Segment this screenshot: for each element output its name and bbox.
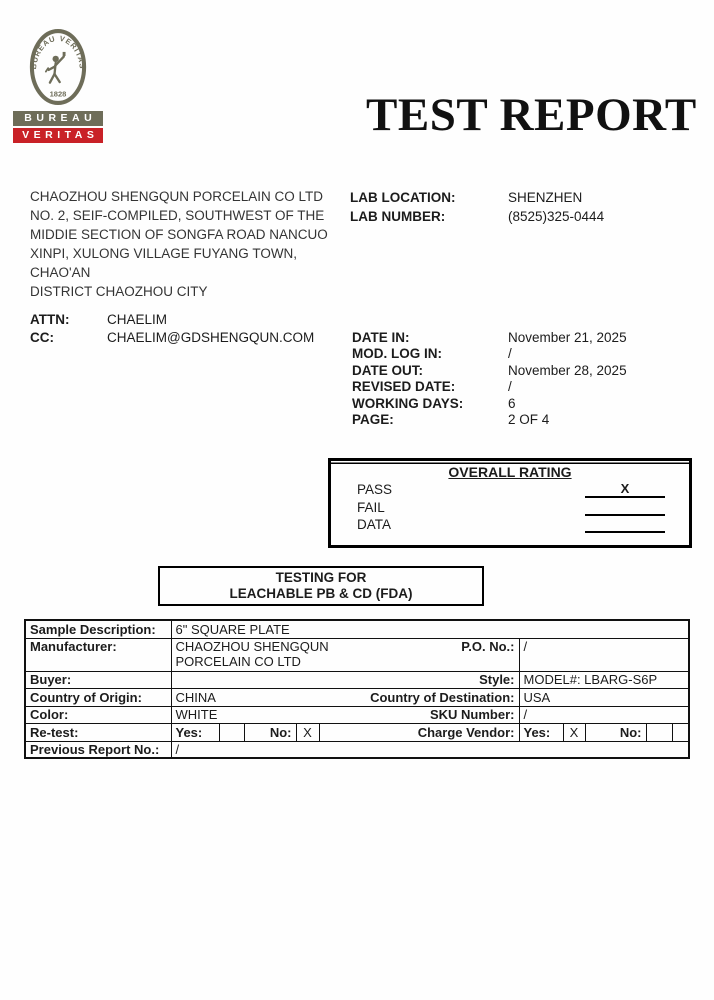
sample-description-value: 6" SQUARE PLATE [171,620,689,638]
color-cell [171,706,519,723]
fail-label: FAIL [357,499,385,515]
address-line: MIDDIE SECTION OF SONGFA ROAD NANCUO [30,227,328,242]
page-row [352,412,627,428]
revised-date-value: / [508,379,512,395]
logo-bar-bureau: BUREAU [13,111,103,126]
table-row-origin [25,688,689,706]
address-line: DISTRICT CHAOZHOU CITY [30,284,208,299]
address-line: NO. 2, SEIF-COMPILED, SOUTHWEST OF THE [30,208,325,223]
logo-bar-veritas: VERITAS [13,128,103,143]
charge-vendor-no-checkbox [646,723,672,741]
bureau-veritas-logo [13,27,103,143]
revised-date-label: REVISED DATE: [352,379,456,395]
sample-info-table [24,619,690,759]
charge-vendor-yes-label: Yes: [519,723,563,741]
po-number-label: P.O. No.: [461,638,515,654]
testing-for-box [158,566,484,606]
attn-label: ATTN: [30,312,70,327]
emblem-figure-icon [46,52,66,83]
cc-value: CHAELIM@GDSHENGQUN.COM [107,330,315,345]
working-days-label: WORKING DAYS: [352,395,464,411]
mod-log-in-value: / [508,346,512,362]
rating-row-data [331,516,689,534]
lab-number-value: (8525)325-0444 [508,208,605,224]
mod-log-in-label: MOD. LOG IN: [352,346,442,362]
table-row-retest [25,723,689,741]
charge-vendor-yes-checkbox: X [563,723,585,741]
data-mark-line [585,516,665,533]
sku-number-value: / [519,706,689,723]
working-days-row [352,396,627,412]
table-row-manufacturer [25,638,689,671]
page-label: PAGE: [352,412,394,428]
emblem-arc-text: BUREAU VERITAS [29,33,87,70]
mod-log-in-row [352,346,627,362]
address-line: XINPI, XULONG VILLAGE FUYANG TOWN, CHAO'AN [30,246,298,280]
contact-info [30,311,314,347]
revised-date-row [352,379,627,395]
testing-for-line2: LEACHABLE PB & CD (FDA) [229,586,413,601]
bureau-veritas-emblem-icon [29,27,87,107]
color-value: WHITE [175,707,218,722]
company-address [30,187,352,301]
lab-location-row [350,189,604,208]
manufacturer-cell [171,638,519,671]
date-in-label: DATE IN: [352,330,410,345]
retest-label: Re-test: [25,723,171,741]
fail-mark-line [585,499,665,516]
overall-rating-box [328,458,692,548]
lab-number-label: LAB NUMBER: [350,208,446,224]
sku-number-label: SKU Number: [429,707,515,722]
retest-row-end-cell [672,723,689,741]
manufacturer-label: Manufacturer: [25,638,171,671]
color-label: Color: [25,706,171,723]
date-out-value: November 28, 2025 [508,362,627,378]
previous-report-label: Previous Report No.: [25,741,171,758]
pass-label: PASS [357,482,393,498]
country-of-origin-label: Country of Origin: [25,688,171,706]
country-of-destination-value: USA [519,688,689,706]
date-out-label: DATE OUT: [352,362,423,378]
buyer-label: Buyer: [25,671,171,688]
lab-location-value: SHENZHEN [508,190,583,205]
overall-rating-title: OVERALL RATING [448,464,572,480]
table-row-buyer [25,671,689,688]
data-label: DATA [357,517,392,533]
attn-value: CHAELIM [107,312,168,327]
country-of-destination-label: Country of Destination: [370,689,515,705]
table-row-sample-description [25,620,689,638]
date-in-value: November 21, 2025 [508,330,627,345]
date-in-row [352,330,627,346]
style-value: MODEL#: LBARG-S6P [519,671,689,688]
address-line: CHAOZHOU SHENGQUN PORCELAIN CO LTD [30,189,324,204]
style-label: Style: [479,672,515,687]
charge-vendor-label: Charge Vendor: [319,723,519,741]
table-row-color [25,706,689,723]
rating-row-pass [331,481,689,499]
rating-row-fail [331,499,689,517]
attn-row [30,311,314,329]
po-number-value: / [519,638,689,671]
dates-info [352,330,627,428]
manufacturer-value: CHAOZHOU SHENGQUN PORCELAIN CO LTD [175,638,329,669]
working-days-value: 6 [508,395,516,411]
page-value: 2 OF 4 [508,412,550,428]
retest-yes-checkbox [219,723,244,741]
sample-description-label: Sample Description: [25,620,171,638]
retest-no-checkbox: X [296,723,319,741]
country-of-origin-value: CHINA [175,689,216,705]
buyer-cell [171,671,519,688]
page-title: TEST REPORT [366,89,697,141]
charge-vendor-no-label: No: [585,723,646,741]
testing-for-line1: TESTING FOR [275,569,367,585]
pass-mark-line: X [585,481,665,498]
table-row-previous-report [25,741,689,758]
lab-info [350,189,604,226]
retest-yes-label: Yes: [171,723,219,741]
previous-report-value: / [171,741,689,758]
emblem-year: 1828 [49,89,67,99]
cc-row [30,329,314,347]
lab-location-label: LAB LOCATION: [350,190,456,205]
cc-label: CC: [30,330,54,345]
retest-no-label: No: [244,723,296,741]
lab-number-row [350,208,604,227]
origin-cell [171,688,519,706]
date-out-row [352,363,627,379]
